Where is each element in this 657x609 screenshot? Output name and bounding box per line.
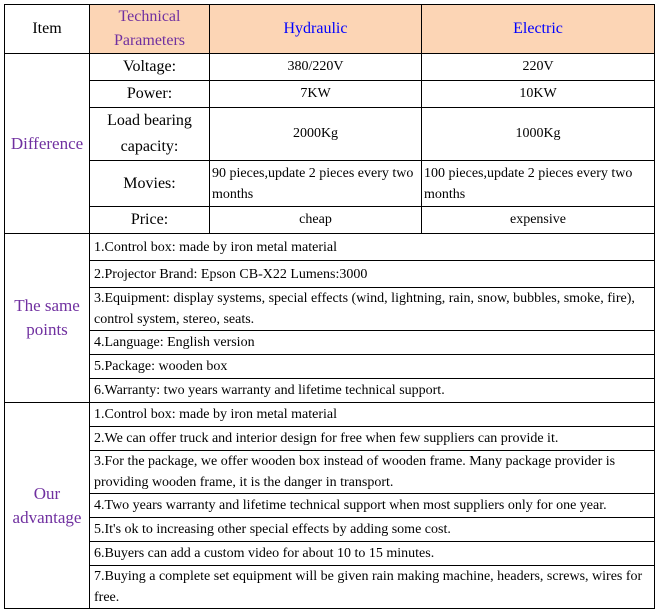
param-power: Power:: [90, 81, 210, 108]
advantage-item: 6.Buyers can add a custom video for about 10 to 15 minutes.: [90, 542, 655, 566]
value-hydraulic: 90 pieces,update 2 pieces every two months: [210, 161, 422, 207]
advantage-item: 1.Control box: made by iron metal material: [90, 403, 655, 427]
advantage-item: 2.We can offer truck and interior design for free when few suppliers can provide it.: [90, 427, 655, 451]
table-row: [5, 81, 655, 108]
param-movies: Movies:: [90, 161, 210, 207]
table-row: [5, 494, 655, 518]
table-row: [5, 331, 655, 355]
table-row: [5, 161, 655, 207]
value-hydraulic: 2000Kg: [210, 108, 422, 161]
advantage-item: 7.Buying a complete set equipment will be given rain making machine, headers, screws, wires for free.: [90, 566, 655, 609]
param-voltage: Voltage:: [90, 54, 210, 81]
same-point-item: 4.Language: English version: [90, 331, 655, 355]
advantage-item: 5.It's ok to increasing other special effects by adding some cost.: [90, 518, 655, 542]
same-point-item: 1.Control box: made by iron metal material: [90, 234, 655, 261]
table-row: [5, 566, 655, 609]
value-electric: 220V: [422, 54, 655, 81]
comparison-table: [4, 4, 655, 609]
value-hydraulic: 7KW: [210, 81, 422, 108]
table-row: [5, 542, 655, 566]
header-technical-parameters: Technical Parameters: [90, 5, 210, 54]
table-row: [5, 108, 655, 161]
advantage-item: 4.Two years warranty and lifetime technical support when most suppliers only for one year.: [90, 494, 655, 518]
value-electric: 100 pieces,update 2 pieces every two months: [422, 161, 655, 207]
header-item: Item: [5, 5, 90, 54]
table-row: [5, 261, 655, 288]
table-row: [5, 288, 655, 331]
table-row: [5, 355, 655, 379]
value-hydraulic: 380/220V: [210, 54, 422, 81]
same-point-item: 3.Equipment: display systems, special effects (wind, lightning, rain, snow, bubbles, smoke, fire), control system, stereo, seats.: [90, 288, 655, 331]
table-row: [5, 207, 655, 234]
value-electric: expensive: [422, 207, 655, 234]
group-difference: Difference: [5, 54, 90, 234]
header-row: [5, 5, 655, 54]
table-row: [5, 518, 655, 542]
header-electric: Electric: [422, 5, 655, 54]
param-price: Price:: [90, 207, 210, 234]
table-row: [5, 403, 655, 427]
value-electric: 1000Kg: [422, 108, 655, 161]
same-point-item: 2.Projector Brand: Epson CB-X22 Lumens:3000: [90, 261, 655, 288]
param-load-bearing: Load bearing capacity:: [90, 108, 210, 161]
table-row: [5, 54, 655, 81]
value-hydraulic: cheap: [210, 207, 422, 234]
same-point-item: 5.Package: wooden box: [90, 355, 655, 379]
group-our-advantage: Our advantage: [5, 403, 90, 609]
table-row: [5, 427, 655, 451]
advantage-item: 3.For the package, we offer wooden box instead of wooden frame. Many package provider is providing wooden frame, it is the danger in transport.: [90, 451, 655, 494]
table-row: [5, 234, 655, 261]
group-same-points: The same points: [5, 234, 90, 403]
header-hydraulic: Hydraulic: [210, 5, 422, 54]
same-point-item: 6.Warranty: two years warranty and lifetime technical support.: [90, 379, 655, 403]
table-row: [5, 451, 655, 494]
value-electric: 10KW: [422, 81, 655, 108]
table-row: [5, 379, 655, 403]
